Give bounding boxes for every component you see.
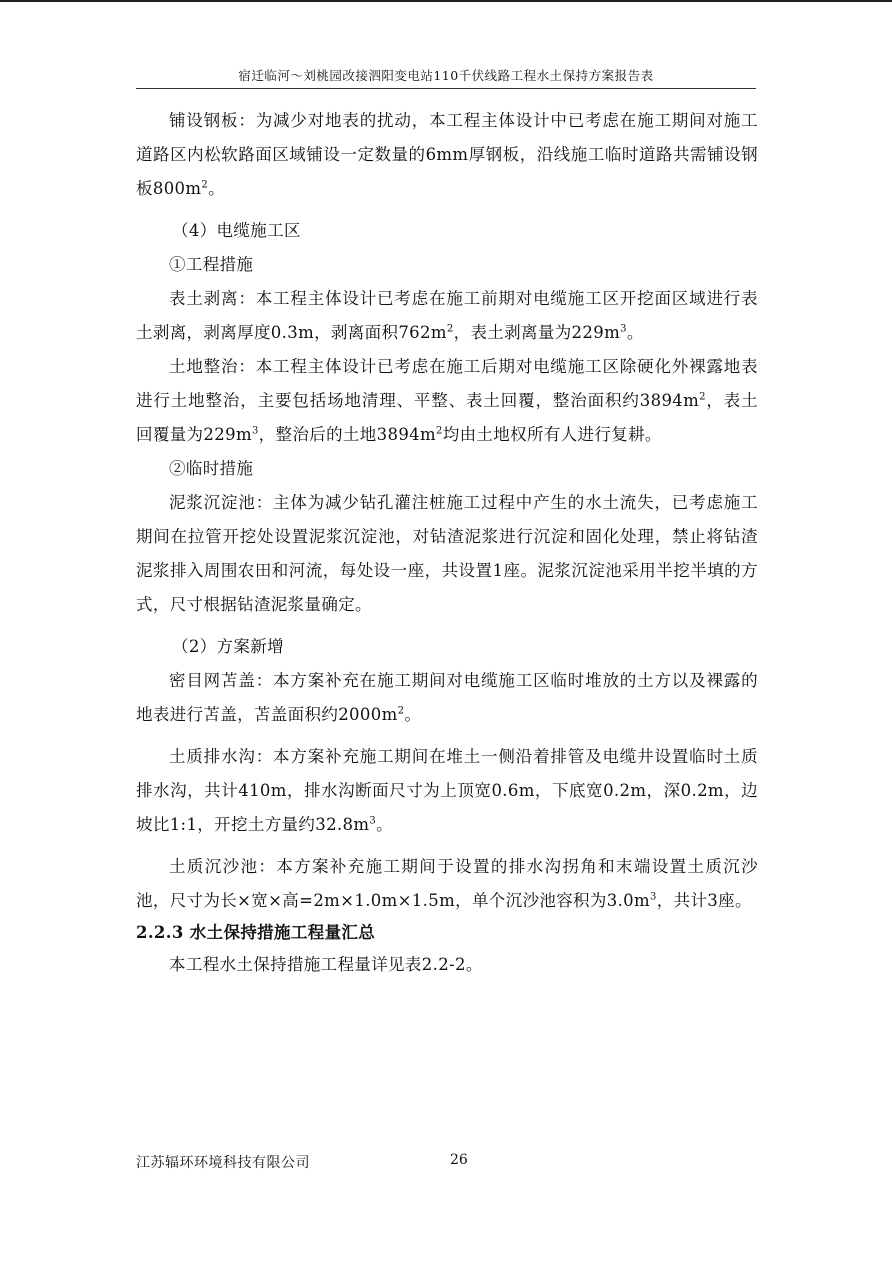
running-header: 宿迁临河～刘桃园改接泗阳变电站110千伏线路工程水土保持方案报告表 bbox=[238, 68, 654, 83]
page-top-border bbox=[0, 0, 892, 2]
paragraph-land-rehab: 土地整治：本工程主体设计已考虑在施工后期对电缆施工区除硬化外裸露地表进行土地整治，主要包括场地清理、平整、表土回覆，整治面积约$3894m^2$，表土回覆量为$229m^3$，整治后的土地$3894m^2$均由土地权所有人进行复耕。 bbox=[136, 357, 758, 444]
paragraph-mud-tank: 泥浆沉淀池：主体为减少钻孔灌注桩施工过程中产生的水土流失，已考虑施工期间在拉管开挖处设置泥浆沉淀池，对钻渣泥浆进行沉淀和固化处理，禁止将钻渣泥浆排入周围农田和河流，每处设一座，共设置1座。泥浆沉淀池采用半挖半填的方式，尺寸根据钻渣泥浆量确定。 bbox=[136, 493, 758, 614]
paragraph-topsoil-stripping: 表土剥离：本工程主体设计已考虑在施工前期对电缆施工区开挖面区域进行表土剥离，剥离厚度0.3m，剥离面积$762m^2$，表土剥离量为$229m^3$。 bbox=[136, 289, 758, 342]
paragraph-steel-plate: 铺设钢板：为减少对地表的扰动，本工程主体设计中已考虑在施工期间对施工道路区内松软路面区域铺设一定数量的6mm厚钢板，沿线施工临时道路共需铺设钢板$800m^2$。 bbox=[136, 111, 758, 198]
paragraph-drainage-ditch: 土质排水沟：本方案补充施工期间在堆土一侧沿着排管及电缆井设置临时土质排水沟，共计410m，排水沟断面尺寸为上顶宽0.6m，下底宽0.2m，深0.2m，边坡比1:1，开挖土方量约$32.8m^3$。 bbox=[136, 747, 758, 834]
paragraph-summary-ref: 本工程水土保持措施工程量详见表2.2-2。 bbox=[169, 955, 483, 974]
paragraph-sediment-basin: 土质沉沙池：本方案补充施工期间于设置的排水沟拐角和末端设置土质沉沙池，尺寸为长×宽×高=2m×1.0m×1.5m，单个沉沙池容积为$3.0m^3$，共计3座。 bbox=[136, 857, 758, 910]
footer-company: 江苏辐环环境科技有限公司 bbox=[136, 1155, 310, 1171]
paragraph-mesh-cover: 密目网苫盖：本方案补充在施工期间对电缆施工区临时堆放的土方以及裸露的地表进行苫盖，苫盖面积约$2000m^2$。 bbox=[136, 671, 758, 724]
subsection-temporary: ②临时措施 bbox=[169, 459, 254, 478]
section-cable-area: （4）电缆施工区 bbox=[172, 221, 301, 240]
document-body bbox=[136, 104, 758, 982]
section-plan-added: （2）方案新增 bbox=[172, 637, 284, 656]
section-heading-2-2-3: 2.2.3 水土保持措施工程量汇总 bbox=[136, 923, 376, 942]
subsection-engineering: ①工程措施 bbox=[169, 255, 254, 274]
page-number: 26 bbox=[450, 1152, 468, 1168]
header-rule bbox=[136, 88, 756, 89]
